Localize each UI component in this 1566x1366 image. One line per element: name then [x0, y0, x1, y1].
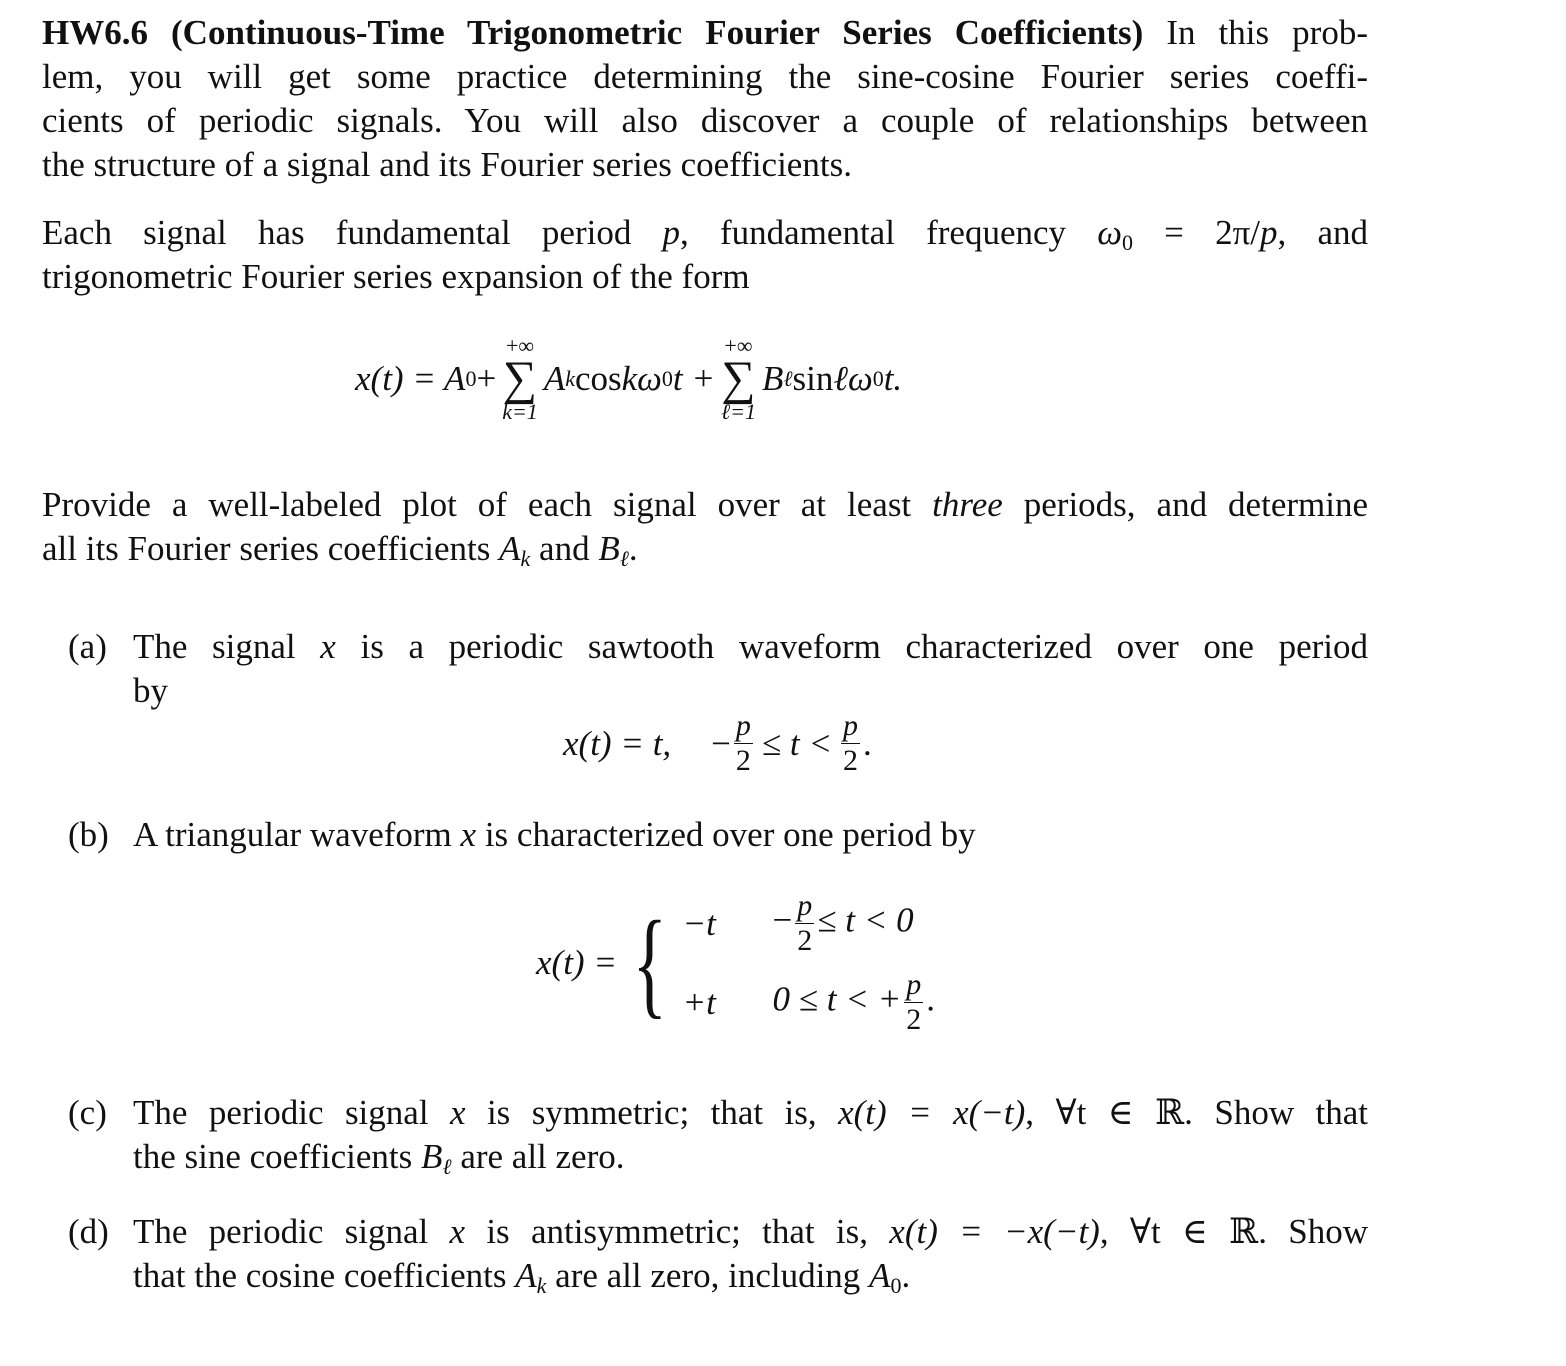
part-d [68, 1210, 1368, 1300]
text: , fundamental frequency [680, 213, 1098, 252]
text: A [869, 1256, 891, 1295]
text: p [662, 213, 681, 252]
text: trigonometric Fourier series expansion of the form [42, 257, 750, 296]
text: ℓ=1 [720, 399, 756, 424]
text: t + [672, 359, 715, 398]
part-b [68, 813, 1368, 1053]
summation-k [502, 335, 538, 423]
text: sin [792, 359, 834, 398]
text: +t [682, 982, 716, 1022]
text: ≤ t < 0 [817, 900, 914, 940]
text: p [1260, 213, 1278, 252]
text: ω [1097, 213, 1122, 252]
text: (b) [68, 815, 109, 854]
text: + [476, 359, 497, 398]
text: − [772, 900, 793, 940]
text: +∞ [724, 333, 753, 358]
text: , ∀t ∈ ℝ. Show that [1025, 1093, 1368, 1132]
text: 2 [906, 1003, 922, 1036]
text: . [926, 979, 935, 1019]
text: x(t) = t, [563, 723, 672, 763]
text: three [932, 485, 1003, 524]
instructions-paragraph [42, 483, 1368, 571]
text: A [499, 529, 521, 568]
text: x [449, 1093, 466, 1132]
text: 0 [890, 1273, 902, 1298]
text: is a periodic sawtooth waveform characterized over one period [335, 627, 1368, 666]
intro-paragraph [42, 11, 1368, 187]
text: all its Fourier series coefficients [42, 529, 500, 568]
text: = 2π/ [1132, 213, 1260, 252]
text: 0 ≤ t < + [772, 979, 902, 1019]
text: 0 [1121, 230, 1133, 255]
text: ≤ t < [761, 723, 832, 763]
text: . [901, 1256, 911, 1295]
text: by [133, 671, 168, 710]
text: A triangular waveform [133, 815, 461, 854]
text: A [543, 359, 566, 398]
text: the structure of a signal and its Fourier series coefficients. [42, 145, 852, 184]
text: p [735, 709, 751, 742]
text: lem, you will get some practice determining the sine-cosine Fourier series coeffi- [42, 57, 1368, 96]
text: A [515, 1256, 537, 1295]
text: The periodic signal [133, 1093, 450, 1132]
text: cients of periodic signals. You will also discover a couple of relationships between [42, 101, 1368, 140]
text: . [862, 723, 872, 763]
sawtooth-equation [563, 711, 872, 776]
text: , and [1277, 213, 1368, 252]
text: The signal [133, 627, 321, 666]
text: x(t) = A [355, 359, 466, 398]
text: x(t) = −x(−t) [889, 1212, 1100, 1251]
text: that the cosine coefficients [133, 1256, 516, 1295]
left-brace: { [632, 896, 668, 1029]
triangular-equation [536, 891, 935, 1035]
text: and [530, 529, 599, 568]
text: B [421, 1137, 443, 1176]
text: periods, and determine [1002, 485, 1368, 524]
problem-title: HW6.6 (Continuous-Time Trigonometric Fourier Series Coefficients) [42, 13, 1144, 52]
text: ℓ [619, 546, 629, 571]
text: p [842, 709, 858, 742]
text: 2 [797, 924, 813, 957]
part-a [68, 625, 1368, 795]
text: x(t) = [536, 943, 617, 982]
text: t. [883, 359, 903, 398]
text: −t [682, 903, 716, 943]
text: The periodic signal [133, 1212, 450, 1251]
text: the sine coefficients [133, 1137, 421, 1176]
text: p [906, 968, 922, 1001]
text: B [761, 359, 784, 398]
text: x [460, 815, 477, 854]
text: ∑ [721, 352, 756, 405]
text: k [520, 546, 531, 571]
text: (d) [68, 1212, 109, 1251]
text: B [598, 529, 620, 568]
text: Provide a well-labeled plot of each signal over at least [42, 485, 933, 524]
text: p [797, 889, 813, 922]
text: . [628, 529, 638, 568]
text: is antisymmetric; that is, [465, 1212, 890, 1251]
text: , ∀t ∈ ℝ. Show [1099, 1212, 1369, 1251]
text: x [320, 627, 336, 666]
definition-paragraph [42, 211, 1368, 299]
text: cos [574, 359, 622, 398]
text: is characterized over one period by [476, 815, 976, 854]
text: − [711, 723, 731, 763]
text: (c) [68, 1093, 107, 1132]
fourier-series-equation: x(t) = A 0 + +∞ ∑ k=1 A k cos kω 0 t + +∞ ∑ ℓ=1 B ℓ sin ℓω 0 t. [355, 333, 903, 424]
text: ∑ [502, 352, 538, 405]
text: x [449, 1212, 466, 1251]
summation-l [721, 335, 756, 423]
text: is symmetric; that is, [465, 1093, 839, 1132]
text: x(t) = x(−t) [838, 1093, 1026, 1132]
text: k=1 [502, 399, 538, 424]
text: are all zero. [451, 1137, 625, 1176]
text: 2 [842, 744, 858, 777]
text: k [536, 1273, 547, 1298]
text: Each signal has fundamental period [42, 213, 663, 252]
text: +∞ [505, 333, 535, 358]
text: In this prob- [1143, 13, 1368, 52]
part-c [68, 1091, 1368, 1181]
text: are all zero, including [546, 1256, 870, 1295]
text: 2 [735, 744, 751, 777]
text: ℓω [833, 359, 873, 398]
text: ℓ [442, 1154, 452, 1179]
text: kω [621, 359, 662, 398]
text: (a) [68, 627, 107, 666]
